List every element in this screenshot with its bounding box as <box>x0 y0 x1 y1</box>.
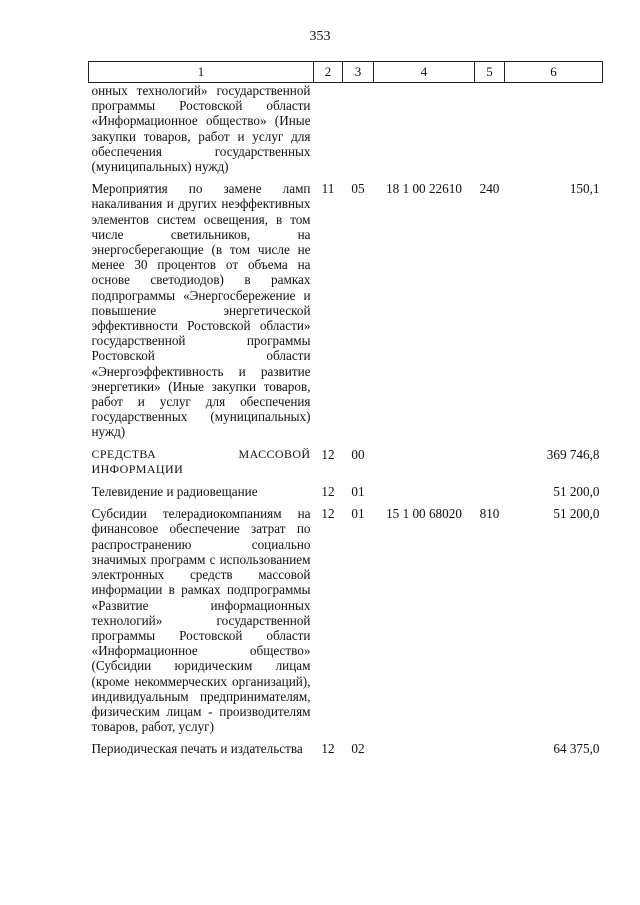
table-row <box>89 181 603 446</box>
row-target-code: 18 1 00 22610 <box>386 181 462 197</box>
row-subsection: 01 <box>351 506 365 522</box>
row-amount: 64 375,0 <box>553 741 600 757</box>
table-row <box>89 484 603 506</box>
row-expense-type: 810 <box>479 506 500 522</box>
row-section: 12 <box>321 446 335 462</box>
row-section: 12 <box>321 484 335 500</box>
table-row <box>89 447 603 484</box>
row-target-code: 15 1 00 68020 <box>386 506 462 522</box>
table-header-row <box>89 62 603 83</box>
row-amount <box>505 83 603 182</box>
column-header: 5 <box>475 62 505 83</box>
table-row <box>89 506 603 741</box>
table-row <box>89 741 603 763</box>
column-header: 1 <box>89 62 314 83</box>
row-subsection: 01 <box>351 484 365 500</box>
row-description: онных технологий» государственной программы Ростовской области «Информационное общество» (Иные закупки товаров, работ и услуг для обеспечения государственных (муниципальных) нужд) <box>91 83 311 175</box>
row-amount: 150,1 <box>569 181 600 197</box>
row-section: 12 <box>321 506 335 522</box>
column-header: 2 <box>314 62 343 83</box>
row-amount: 51 200,0 <box>553 506 600 522</box>
column-header: 6 <box>505 62 603 83</box>
row-target-code <box>374 741 475 763</box>
row-section <box>314 83 343 182</box>
row-expense-type: 240 <box>479 181 500 197</box>
row-amount: 51 200,0 <box>553 484 600 500</box>
row-section: 11 <box>321 181 335 197</box>
row-expense-type <box>475 83 505 182</box>
budget-table <box>88 61 603 764</box>
row-subsection: 02 <box>351 741 365 757</box>
table-row <box>89 83 603 182</box>
row-subsection <box>343 83 374 182</box>
row-expense-type <box>475 447 505 484</box>
row-description: Субсидии телерадиокомпаниям на финансовое обеспечение затрат по распространению социально значимых программ с использованием электронных средств массовой информации в рамках подпрограммы «Развитие информационных технологий» государственной программы Ростовской области «Информационное общество» (Субсидии юридическим лицам (кроме некоммерческих организаций), индивидуальным предпринимателям, физическим лицам - производителям товаров, работ, услуг) <box>91 506 311 735</box>
row-target-code <box>374 447 475 484</box>
row-description: Мероприятия по замене ламп накаливания и других неэффективных элементов систем освещения, в том числе светильников, на энергосберегающие (в том числе не менее 30 процентов от объема на основе светодиодов) в рамках подпрограммы «Энергосбережение и повышение энергетической эффективности Ростовской области» государственной программы Ростовской области «Энергоэффективность и развитие энергетики» (Иные закупки товаров, работ и услуг для обеспечения государственных (муниципальных) нужд) <box>91 181 311 440</box>
row-description: Периодическая печать и издательства <box>91 741 303 757</box>
row-subsection: 00 <box>351 446 365 462</box>
row-description: СРЕДСТВА МАССОВОЙ ИНФОРМАЦИИ <box>91 446 311 476</box>
column-header: 3 <box>343 62 374 83</box>
row-target-code <box>374 484 475 506</box>
row-expense-type <box>475 484 505 506</box>
row-section: 12 <box>321 741 335 757</box>
page-number: 353 <box>309 29 331 44</box>
row-subsection: 05 <box>351 181 365 197</box>
row-target-code <box>374 83 475 182</box>
row-expense-type <box>475 741 505 763</box>
row-description: Телевидение и радиовещание <box>91 484 258 500</box>
column-header: 4 <box>374 62 475 83</box>
row-amount: 369 746,8 <box>546 446 600 462</box>
